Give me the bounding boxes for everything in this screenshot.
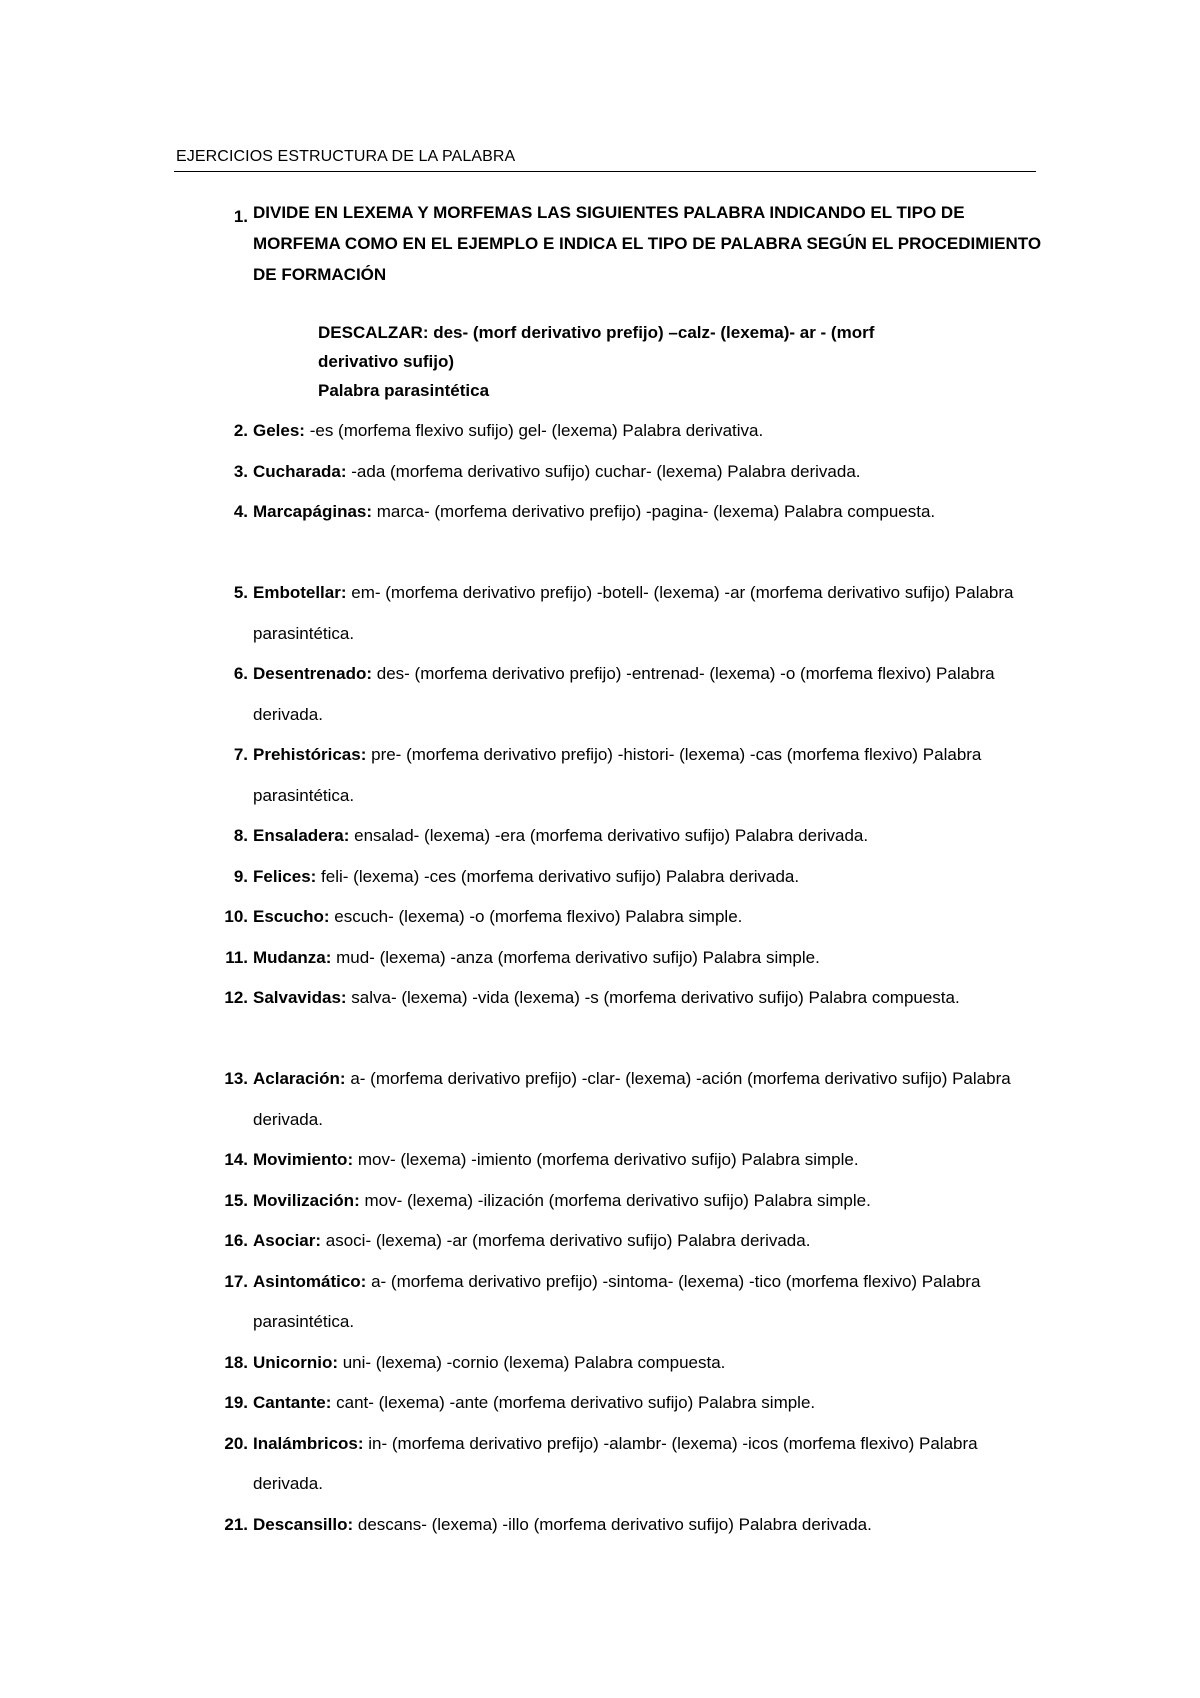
item-word: Desentrenado: bbox=[253, 664, 373, 683]
item-body bbox=[253, 1262, 1046, 1343]
item-word: Movilización: bbox=[253, 1190, 360, 1210]
item-body bbox=[253, 411, 1046, 452]
item-number: 3. bbox=[233, 461, 248, 481]
item-analysis: descans- (lexema) -illo (morfema derivativo sufijo) Palabra derivada. bbox=[353, 1514, 872, 1534]
item-word: Inalámbricos: bbox=[253, 1433, 364, 1453]
item-body bbox=[253, 654, 1046, 735]
item-body bbox=[253, 452, 1046, 493]
item-number: 2. bbox=[233, 421, 248, 440]
item-analysis: mov- (lexema) -ilización (morfema derivativo sufijo) Palabra simple. bbox=[359, 1190, 871, 1210]
item-word: Asociar: bbox=[253, 1231, 322, 1250]
item-number: 9. bbox=[233, 866, 248, 886]
item-body bbox=[253, 857, 1046, 898]
item-body bbox=[253, 1059, 1046, 1140]
item-body bbox=[253, 816, 1046, 857]
item-body bbox=[253, 1140, 1046, 1181]
item-word: Cucharada: bbox=[253, 461, 347, 481]
item-word: Aclaración: bbox=[253, 1069, 346, 1088]
item-number: 16. bbox=[224, 1231, 248, 1250]
title-underline bbox=[174, 171, 1036, 172]
item-number: 17. bbox=[224, 1271, 248, 1291]
item-body bbox=[253, 938, 1046, 979]
item-body bbox=[253, 1424, 1046, 1505]
item-body bbox=[253, 1383, 1046, 1424]
item-word: Asintomático: bbox=[253, 1271, 367, 1291]
item-word: Prehistóricas: bbox=[253, 745, 367, 764]
item-number: 13. bbox=[224, 1069, 248, 1088]
item-number: 11. bbox=[225, 947, 248, 967]
item-analysis: salva- (lexema) -vida (lexema) -s (morfema derivativo sufijo) Palabra compuesta. bbox=[346, 988, 960, 1007]
item-analysis: des- (morfema derivativo prefijo) -entrenad- (lexema) -o (morfema flexivo) Palabra derivada. bbox=[253, 664, 995, 724]
item-word: Descansillo: bbox=[253, 1514, 354, 1534]
item-word: Salvavidas: bbox=[253, 988, 347, 1007]
item-body bbox=[253, 492, 1046, 533]
item-word: Felices: bbox=[253, 866, 317, 886]
item-number: 18. bbox=[224, 1352, 248, 1372]
item-analysis: asoci- (lexema) -ar (morfema derivativo sufijo) Palabra derivada. bbox=[321, 1231, 811, 1250]
example-classification: Palabra parasintética bbox=[318, 381, 490, 400]
document-title: EJERCICIOS ESTRUCTURA DE LA PALABRA bbox=[176, 148, 516, 165]
example-analysis: DESCALZAR: des- (morf derivativo prefijo) –calz- (lexema)- ar - (morf derivativo sufijo) bbox=[318, 323, 875, 371]
item-word: Geles: bbox=[253, 421, 305, 440]
item-number: 21. bbox=[224, 1514, 248, 1534]
item-number: 10. bbox=[224, 907, 248, 926]
item-word: Marcapáginas: bbox=[253, 502, 373, 521]
item-analysis: in- (morfema derivativo prefijo) -alambr- (lexema) -icos (morfema flexivo) Palabra derivada. bbox=[253, 1433, 978, 1493]
item-body bbox=[253, 1505, 1046, 1546]
item-analysis: marca- (morfema derivativo prefijo) -pagina- (lexema) Palabra compuesta. bbox=[372, 502, 936, 521]
item-body bbox=[253, 1181, 1046, 1222]
item-body bbox=[253, 897, 1046, 938]
item-number: 19. bbox=[224, 1393, 248, 1412]
item-analysis: -ada (morfema derivativo sufijo) cuchar- (lexema) Palabra derivada. bbox=[346, 461, 861, 481]
item-analysis: cant- (lexema) -ante (morfema derivativo sufijo) Palabra simple. bbox=[331, 1393, 816, 1412]
item-analysis: a- (morfema derivativo prefijo) -sintoma- (lexema) -tico (morfema flexivo) Palabra parasintética. bbox=[253, 1271, 981, 1331]
item-word: Embotellar: bbox=[253, 583, 347, 602]
item-number: 15. bbox=[224, 1190, 248, 1210]
item-analysis: mud- (lexema) -anza (morfema derivativo sufijo) Palabra simple. bbox=[331, 947, 820, 967]
item-word: Unicornio: bbox=[253, 1352, 338, 1372]
item-number: 7. bbox=[233, 745, 248, 764]
item-number: 14. bbox=[224, 1150, 248, 1169]
example-block bbox=[318, 318, 948, 405]
item-analysis: pre- (morfema derivativo prefijo) -histori- (lexema) -cas (morfema flexivo) Palabra parasintética. bbox=[253, 745, 982, 805]
item-word: Mudanza: bbox=[253, 947, 332, 967]
item-body bbox=[253, 573, 1046, 654]
item-analysis: mov- (lexema) -imiento (morfema derivativo sufijo) Palabra simple. bbox=[353, 1150, 859, 1169]
item-number: 4. bbox=[233, 502, 248, 521]
item-body bbox=[253, 1221, 1046, 1262]
item-number: 6. bbox=[233, 664, 248, 683]
item-body bbox=[253, 978, 1046, 1019]
item-number: 5. bbox=[233, 583, 248, 602]
item-analysis: uni- (lexema) -cornio (lexema) Palabra compuesta. bbox=[338, 1352, 726, 1372]
item-number: 8. bbox=[233, 826, 248, 845]
item-analysis: -es (morfema flexivo sufijo) gel- (lexema) Palabra derivativa. bbox=[304, 421, 764, 440]
item-analysis: ensalad- (lexema) -era (morfema derivativo sufijo) Palabra derivada. bbox=[349, 826, 869, 845]
item-number: 1. bbox=[233, 207, 248, 226]
item-analysis: escuch- (lexema) -o (morfema flexivo) Palabra simple. bbox=[329, 907, 743, 926]
item-word: Ensaladera: bbox=[253, 826, 350, 845]
item-number: 20. bbox=[224, 1433, 248, 1453]
item-word: Escucho: bbox=[253, 907, 330, 926]
item-body bbox=[253, 1343, 1046, 1384]
item-analysis: feli- (lexema) -ces (morfema derivativo sufijo) Palabra derivada. bbox=[316, 866, 800, 886]
item-word: Cantante: bbox=[253, 1393, 332, 1412]
item-body bbox=[253, 735, 1046, 816]
item-number: 12. bbox=[224, 988, 248, 1007]
item-word: Movimiento: bbox=[253, 1150, 354, 1169]
item-analysis: a- (morfema derivativo prefijo) -clar- (lexema) -ación (morfema derivativo sufijo) Palabra derivada. bbox=[253, 1069, 1011, 1129]
question-text: DIVIDE EN LEXEMA Y MORFEMAS LAS SIGUIENTES PALABRA INDICANDO EL TIPO DE MORFEMA COMO EN EL EJEMPLO E INDICA EL TIPO DE PALABRA SEGÚN EL PROCEDIMIENTO DE FORMACIÓN bbox=[253, 203, 1042, 284]
item-analysis: em- (morfema derivativo prefijo) -botell- (lexema) -ar (morfema derivativo sufijo) Palabra parasintética. bbox=[253, 583, 1014, 643]
